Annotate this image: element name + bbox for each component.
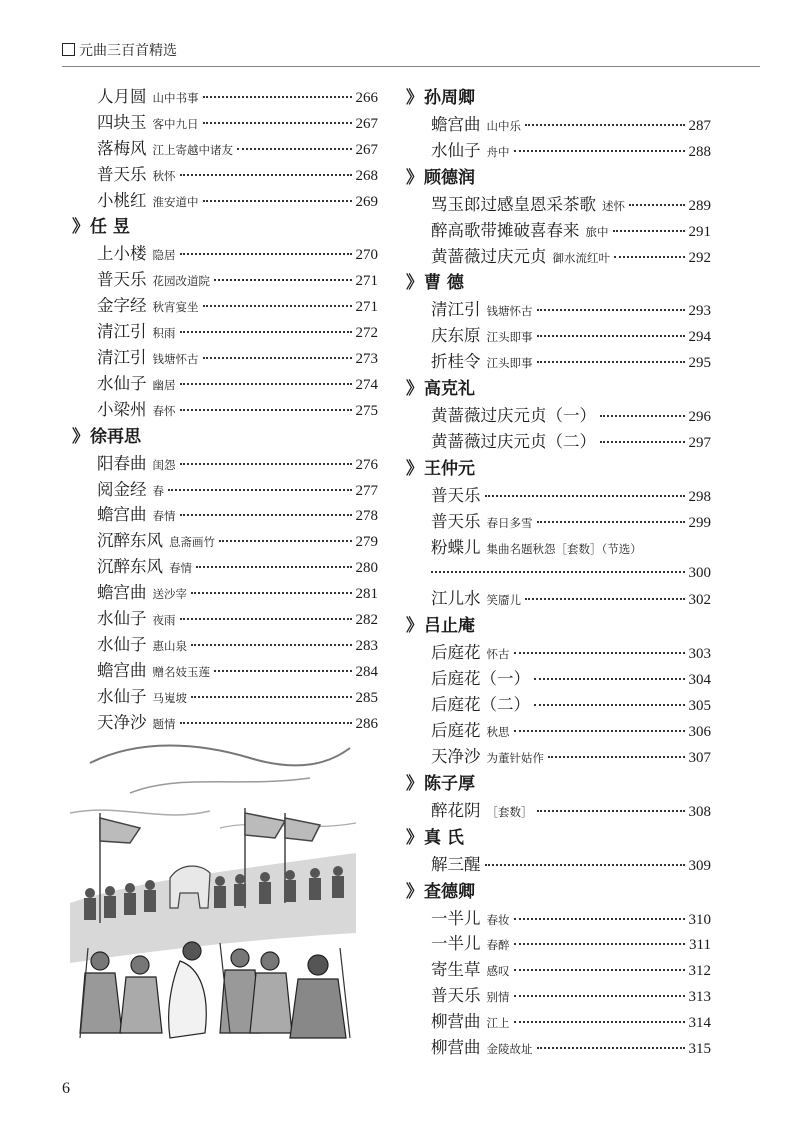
author-marker-icon: 》 xyxy=(72,217,89,238)
toc-entry xyxy=(406,957,711,983)
entry-page-number: 286 xyxy=(355,715,378,732)
entry-title: 折桂令 xyxy=(431,352,481,372)
leader-dots xyxy=(180,463,352,465)
author-name: 任 昱 xyxy=(90,217,130,238)
leader-dots xyxy=(485,495,685,497)
author-marker-icon: 》 xyxy=(406,881,423,902)
leader-dots xyxy=(203,357,352,359)
entry-subtitle: 钱塘怀古 xyxy=(486,304,533,319)
entry-subtitle: 述怀 xyxy=(602,198,625,213)
entry-subtitle: 旅中 xyxy=(585,224,609,239)
entry-page-number: 310 xyxy=(688,911,711,928)
entry-title: 小梁州 xyxy=(97,399,147,419)
entry-subtitle: 积雨 xyxy=(152,326,176,341)
entry-page-number: 294 xyxy=(688,329,711,346)
entry-subtitle: 御水流红叶 xyxy=(552,250,610,265)
page-number: 6 xyxy=(62,1080,70,1097)
toc-entry xyxy=(72,606,378,632)
leader-dots xyxy=(180,409,352,411)
entry-page-number: 315 xyxy=(688,1041,711,1058)
entry-subtitle: 淮安道中 xyxy=(152,194,199,209)
author-name: 吕止庵 xyxy=(424,616,475,637)
entry-title: 柳营曲 xyxy=(431,1038,481,1058)
toc-entry xyxy=(72,397,378,423)
leader-dots xyxy=(514,652,685,654)
author-marker-icon: 》 xyxy=(406,167,423,188)
toc-entry xyxy=(406,244,711,270)
entry-subtitle: 春日多雪 xyxy=(486,515,533,530)
entry-subtitle: 花园改道院 xyxy=(152,274,210,289)
entry-subtitle: 笑靥儿 xyxy=(486,593,521,608)
author-heading xyxy=(406,269,711,297)
entry-title: 寄生草 xyxy=(431,960,481,980)
author-heading xyxy=(406,375,711,403)
leader-dots xyxy=(237,148,352,150)
entry-title: 后庭花 xyxy=(431,721,481,741)
entry-page-number: 271 xyxy=(355,273,378,290)
entry-page-number: 266 xyxy=(355,90,378,106)
entry-page-number: 306 xyxy=(688,724,711,741)
entry-title: 阳春曲 xyxy=(97,453,147,473)
toc-entry xyxy=(72,84,378,110)
leader-dots xyxy=(525,598,685,600)
entry-title: 水仙子 xyxy=(97,373,147,393)
toc-entry xyxy=(406,192,711,218)
toc-entry xyxy=(72,110,378,136)
entry-page-number: 285 xyxy=(355,689,378,706)
entry-title: 后庭花（二） xyxy=(431,695,530,715)
author-heading xyxy=(72,423,378,451)
entry-subtitle: 幽居 xyxy=(152,377,176,392)
toc-entry xyxy=(72,345,378,371)
toc-entry xyxy=(406,323,711,349)
leader-dots xyxy=(191,592,352,594)
entry-subtitle: 怀古 xyxy=(486,647,510,662)
entry-subtitle: 客中九日 xyxy=(152,116,199,131)
toc-entry xyxy=(406,1009,711,1035)
author-marker-icon: 》 xyxy=(406,273,423,294)
leader-dots xyxy=(537,1047,685,1049)
author-heading xyxy=(72,213,378,241)
entry-subtitle: 为董针姑作 xyxy=(486,750,544,765)
toc-entry xyxy=(406,931,711,957)
leader-dots xyxy=(514,969,685,971)
entry-page-number: 300 xyxy=(688,564,711,581)
entry-page-number: 284 xyxy=(355,663,378,680)
entry-title: 水仙子 xyxy=(97,686,147,706)
entry-page-number: 312 xyxy=(688,963,711,980)
toc-entry xyxy=(72,319,378,345)
toc-entry xyxy=(406,718,711,744)
leader-dots xyxy=(514,730,685,732)
entry-page-number: 274 xyxy=(355,376,378,393)
entry-title: 金字经 xyxy=(97,296,147,316)
toc-entry xyxy=(72,632,378,658)
leader-dots xyxy=(203,96,352,98)
toc-entry xyxy=(72,241,378,267)
entry-page-number: 267 xyxy=(355,141,378,158)
entry-page-number: 313 xyxy=(688,989,711,1006)
leader-dots xyxy=(180,383,352,385)
toc-entry xyxy=(406,138,711,164)
entry-title: 沉醉东风 xyxy=(97,531,163,551)
entry-page-number: 275 xyxy=(355,402,378,419)
author-name: 王仲元 xyxy=(424,458,475,479)
toc-entry xyxy=(72,554,378,580)
entry-title: 蟾宫曲 xyxy=(97,583,147,603)
entry-subtitle: 山中书事 xyxy=(152,91,199,105)
author-marker-icon: 》 xyxy=(406,827,423,848)
entry-subtitle: 感叹 xyxy=(486,964,510,979)
toc-entry xyxy=(72,188,378,214)
author-marker-icon: 》 xyxy=(406,616,423,637)
toc-entry xyxy=(72,580,378,606)
entry-title: 粉蝶儿 xyxy=(431,537,481,557)
entry-subtitle: 送沙宰 xyxy=(152,587,187,602)
entry-page-number: 291 xyxy=(688,223,711,240)
leader-dots xyxy=(431,571,685,573)
entry-subtitle: 秋宵宴坐 xyxy=(152,300,199,315)
entry-page-number: 297 xyxy=(688,435,711,452)
entry-title: 普天乐 xyxy=(431,986,481,1006)
entry-page-number: 302 xyxy=(688,592,711,609)
leader-dots xyxy=(614,256,685,258)
entry-title: 阅金经 xyxy=(97,479,147,499)
entry-title: 人月圆 xyxy=(97,87,147,106)
toc-entry xyxy=(406,561,711,587)
entry-subtitle: 江头即事 xyxy=(486,330,533,345)
toc-entry xyxy=(406,509,711,535)
entry-subtitle: 马嵬坡 xyxy=(152,690,187,705)
toc-entry xyxy=(406,640,711,666)
entry-subtitle: 春 xyxy=(152,483,164,498)
entry-subtitle: ［套数］ xyxy=(486,804,533,819)
entry-title: 普天乐 xyxy=(431,485,481,505)
leader-dots xyxy=(537,335,685,337)
entry-page-number: 277 xyxy=(355,482,378,499)
entry-title: 上小楼 xyxy=(97,244,147,264)
toc-entry xyxy=(406,906,711,932)
entry-subtitle: 息斋画竹 xyxy=(169,535,215,550)
entry-page-number: 278 xyxy=(355,508,378,525)
entry-subtitle: 题情 xyxy=(152,716,176,731)
entry-page-number: 273 xyxy=(355,351,378,368)
leader-dots xyxy=(168,489,352,491)
entry-title: 解三醒 xyxy=(431,854,481,874)
entry-title: 天净沙 xyxy=(431,746,481,766)
author-marker-icon: 》 xyxy=(406,88,423,108)
toc-entry xyxy=(72,684,378,710)
entry-page-number: 268 xyxy=(355,167,378,184)
entry-title: 沉醉东风 xyxy=(97,557,163,577)
entry-page-number: 295 xyxy=(688,355,711,372)
entry-page-number: 272 xyxy=(355,325,378,342)
toc-entry xyxy=(406,798,711,824)
leader-dots xyxy=(180,253,352,255)
entry-title: 清江引 xyxy=(431,300,481,320)
author-marker-icon: 》 xyxy=(72,426,89,447)
toc-entry xyxy=(72,293,378,319)
toc-entry xyxy=(72,136,378,162)
entry-page-number: 289 xyxy=(688,197,711,214)
entry-title: 普天乐 xyxy=(431,511,481,531)
entry-page-number: 292 xyxy=(688,249,711,266)
entry-subtitle: 秋思 xyxy=(486,725,510,740)
entry-title: 普天乐 xyxy=(97,164,147,184)
entry-title: 蟾宫曲 xyxy=(97,505,147,525)
entry-subtitle: 山中乐 xyxy=(486,119,521,133)
author-name: 顾德润 xyxy=(424,167,475,188)
author-name: 陈子厚 xyxy=(424,773,475,794)
entry-subtitle: 江头即事 xyxy=(486,356,533,371)
entry-title: 清江引 xyxy=(97,322,147,342)
author-name: 孙周卿 xyxy=(424,88,475,108)
header-title: 元曲三百首精选 xyxy=(79,43,177,59)
entry-subtitle: 春妆 xyxy=(486,912,510,927)
entry-page-number: 309 xyxy=(688,857,711,874)
entry-page-number: 287 xyxy=(688,118,711,134)
entry-title: 蟾宫曲 xyxy=(431,115,481,134)
leader-dots xyxy=(180,514,352,516)
entry-title: 蟾宫曲 xyxy=(97,660,147,680)
toc-entry xyxy=(72,162,378,188)
toc-entry xyxy=(406,535,711,561)
entry-page-number: 303 xyxy=(688,646,711,663)
leader-dots xyxy=(534,678,685,680)
entry-page-number: 304 xyxy=(688,672,711,689)
leader-dots xyxy=(214,279,352,281)
entry-subtitle: 江上寄越中诸友 xyxy=(152,142,233,157)
leader-dots xyxy=(214,670,352,672)
toc-entry xyxy=(406,349,711,375)
toc-left-column xyxy=(72,84,378,735)
header-box-icon xyxy=(62,43,75,56)
toc-entry xyxy=(72,477,378,503)
toc-entry xyxy=(406,744,711,770)
author-marker-icon: 》 xyxy=(406,458,423,479)
entry-title: 清江引 xyxy=(97,348,147,368)
entry-title: 水仙子 xyxy=(97,609,147,629)
entry-page-number: 307 xyxy=(688,749,711,766)
entry-title: 落梅风 xyxy=(97,138,147,158)
toc-right-column xyxy=(406,84,711,1061)
entry-title: 水仙子 xyxy=(431,140,481,160)
leader-dots xyxy=(613,230,685,232)
entry-subtitle: 赠名妓玉莲 xyxy=(152,664,210,679)
leader-dots xyxy=(203,305,352,307)
entry-page-number: 305 xyxy=(688,698,711,715)
entry-subtitle: 惠山泉 xyxy=(152,638,187,653)
entry-subtitle: 集曲名题秋怨［套数］（节选） xyxy=(486,541,642,556)
leader-dots xyxy=(600,441,685,443)
entry-subtitle: 春怀 xyxy=(152,403,176,418)
entry-subtitle: 舟中 xyxy=(486,144,510,159)
leader-dots xyxy=(537,810,685,812)
entry-subtitle: 春情 xyxy=(152,509,176,524)
author-marker-icon: 》 xyxy=(406,773,423,794)
entry-page-number: 267 xyxy=(355,115,378,132)
entry-page-number: 308 xyxy=(688,803,711,820)
entry-page-number: 269 xyxy=(355,193,378,210)
leader-dots xyxy=(203,200,352,202)
toc-entry xyxy=(406,692,711,718)
author-name: 高克礼 xyxy=(424,379,475,400)
entry-subtitle: 夜雨 xyxy=(152,613,176,628)
toc-entry xyxy=(406,666,711,692)
author-heading xyxy=(406,455,711,483)
entry-page-number: 276 xyxy=(355,456,378,473)
author-heading xyxy=(406,84,711,112)
leader-dots xyxy=(514,943,686,945)
leader-dots xyxy=(196,566,352,568)
toc-entry xyxy=(72,502,378,528)
entry-title: 醉花阴 xyxy=(431,800,481,820)
entry-page-number: 271 xyxy=(355,299,378,316)
author-name: 曹 德 xyxy=(424,273,464,294)
leader-dots xyxy=(485,864,685,866)
entry-subtitle: 别情 xyxy=(486,990,510,1005)
leader-dots xyxy=(514,150,685,152)
leader-dots xyxy=(191,644,352,646)
leader-dots xyxy=(180,331,352,333)
author-name: 查德卿 xyxy=(424,881,475,902)
leader-dots xyxy=(180,618,352,620)
author-name: 真 氏 xyxy=(424,827,464,848)
entry-page-number: 314 xyxy=(688,1015,711,1032)
entry-subtitle: 春醉 xyxy=(486,938,510,953)
leader-dots xyxy=(537,521,685,523)
entry-title: 小桃红 xyxy=(97,190,147,210)
toc-entry xyxy=(72,451,378,477)
author-heading xyxy=(406,164,711,192)
entry-page-number: 298 xyxy=(688,488,711,505)
ink-illustration-soldiers xyxy=(70,733,356,1059)
leader-dots xyxy=(514,1021,685,1023)
entry-title: 黄蔷薇过庆元贞（二） xyxy=(431,432,596,452)
entry-subtitle: 秋怀 xyxy=(152,168,176,183)
author-heading xyxy=(406,770,711,798)
entry-subtitle: 闺怨 xyxy=(152,457,176,472)
toc-entry xyxy=(406,403,711,429)
entry-page-number: 280 xyxy=(355,560,378,577)
entry-title: 一半儿 xyxy=(431,908,481,928)
entry-page-number: 311 xyxy=(689,937,711,954)
entry-title: 庆东原 xyxy=(431,326,481,346)
author-heading xyxy=(406,612,711,640)
entry-page-number: 299 xyxy=(688,514,711,531)
leader-dots xyxy=(180,722,352,724)
entry-title: 柳营曲 xyxy=(431,1012,481,1032)
entry-page-number: 282 xyxy=(355,612,378,629)
toc-entry xyxy=(72,528,378,554)
entry-title: 江儿水 xyxy=(431,589,481,609)
leader-dots xyxy=(537,309,685,311)
entry-title: 黄蔷薇过庆元贞（一） xyxy=(431,406,596,426)
toc-entry xyxy=(72,658,378,684)
toc-entry xyxy=(406,297,711,323)
toc-entry xyxy=(406,586,711,612)
leader-dots xyxy=(203,122,352,124)
toc-entry xyxy=(72,371,378,397)
entry-page-number: 288 xyxy=(688,143,711,160)
leader-dots xyxy=(537,361,685,363)
leader-dots xyxy=(514,995,685,997)
running-header xyxy=(62,40,760,67)
entry-title: 天净沙 xyxy=(97,712,147,732)
entry-page-number: 281 xyxy=(355,586,378,603)
entry-title: 一半儿 xyxy=(431,934,481,954)
author-name: 徐再思 xyxy=(90,426,141,447)
entry-page-number: 283 xyxy=(355,637,378,654)
toc-entry xyxy=(406,983,711,1009)
entry-subtitle: 钱塘怀古 xyxy=(152,352,199,367)
leader-dots xyxy=(219,540,352,542)
entry-page-number: 279 xyxy=(355,534,378,551)
entry-page-number: 270 xyxy=(355,247,378,264)
entry-title: 水仙子 xyxy=(97,634,147,654)
entry-subtitle: 金陵故址 xyxy=(486,1042,533,1057)
leader-dots xyxy=(534,704,685,706)
toc-entry xyxy=(406,429,711,455)
toc-entry xyxy=(406,112,711,138)
leader-dots xyxy=(191,696,352,698)
toc-entry xyxy=(406,218,711,244)
toc-entry xyxy=(72,710,378,736)
leader-dots xyxy=(180,174,352,176)
entry-title: 四块玉 xyxy=(97,112,147,132)
author-heading xyxy=(406,824,711,852)
author-marker-icon: 》 xyxy=(406,379,423,400)
author-heading xyxy=(406,878,711,906)
leader-dots xyxy=(525,124,685,126)
entry-title: 后庭花（一） xyxy=(431,669,530,689)
leader-dots xyxy=(514,918,685,920)
entry-title: 黄蔷薇过庆元贞 xyxy=(431,246,547,266)
toc-entry xyxy=(72,267,378,293)
toc-entry xyxy=(406,483,711,509)
leader-dots xyxy=(548,756,685,758)
entry-title: 普天乐 xyxy=(97,270,147,290)
entry-subtitle: 江上 xyxy=(486,1016,510,1031)
entry-title: 后庭花 xyxy=(431,643,481,663)
entry-page-number: 296 xyxy=(688,409,711,426)
entry-page-number: 293 xyxy=(688,303,711,320)
entry-subtitle: 春情 xyxy=(169,561,192,576)
leader-dots xyxy=(600,415,685,417)
leader-dots xyxy=(629,204,685,206)
toc-entry xyxy=(406,852,711,878)
entry-title: 醉高歌带摊破喜春来 xyxy=(431,220,580,240)
entry-subtitle: 隐居 xyxy=(152,248,176,263)
toc-entry xyxy=(406,1035,711,1061)
entry-title: 骂玉郎过感皇恩采茶歌 xyxy=(431,194,596,214)
